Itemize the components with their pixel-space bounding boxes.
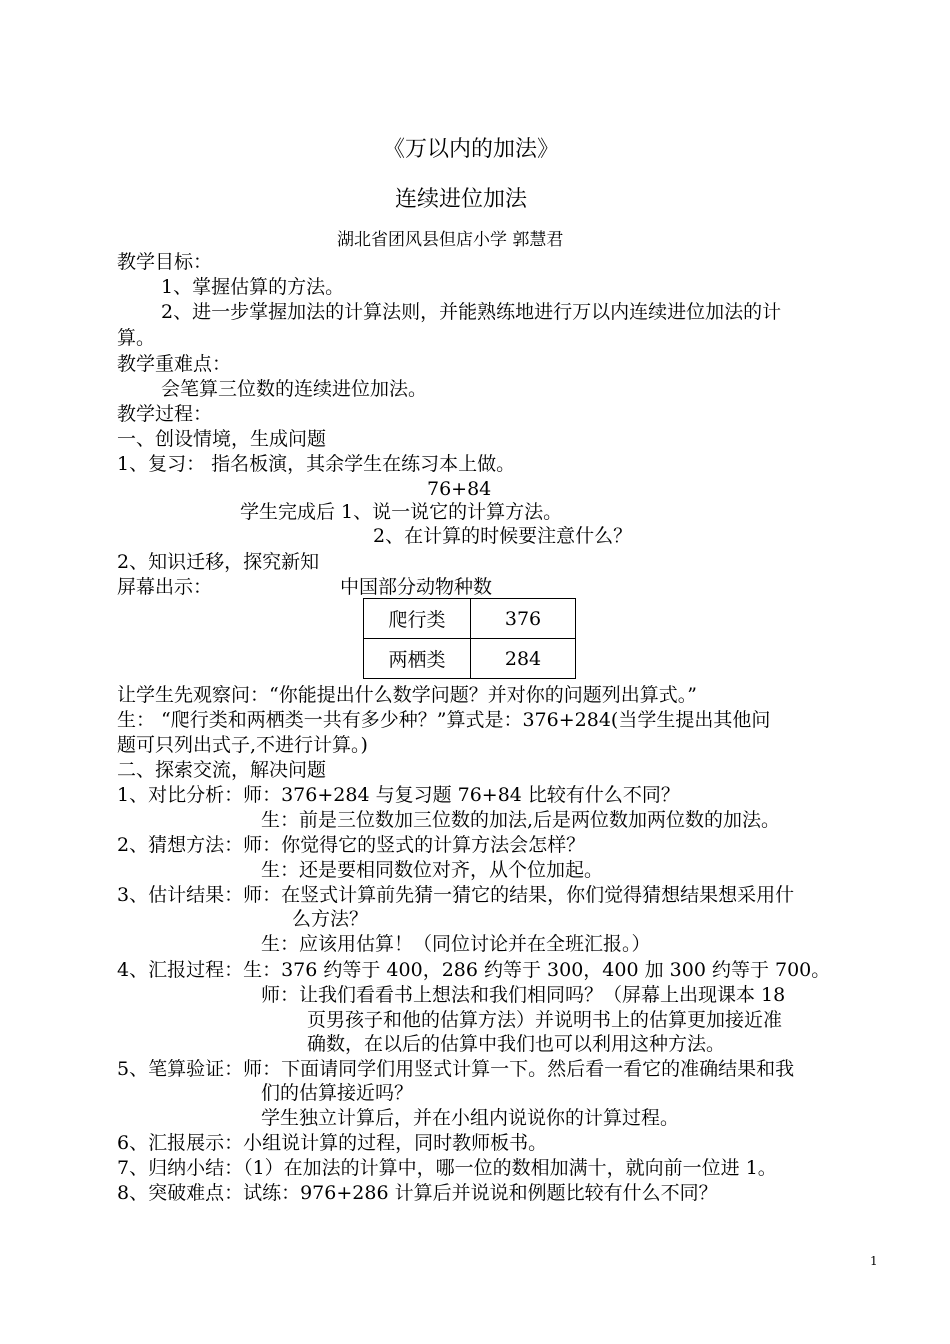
doc-subtitle: 连续进位加法	[395, 187, 528, 212]
doc-title: 《万以内的加法》	[383, 137, 560, 162]
observe-line: 让学生先观察问：“你能提出什么数学问题？并对你的问题列出算式。”	[117, 684, 697, 706]
step7: 7、归纳小结：（1）在加法的计算中，哪一位的数相加满十，就向前一位进 1。	[117, 1157, 777, 1179]
step1-student: 生：前是三位数加三位数的加法,后是两位数加两位数的加法。	[261, 809, 781, 831]
step2-student: 生：还是要相同数位对齐，从个位加起。	[261, 859, 604, 881]
step4-teacher-line-1: 师：让我们看看书上想法和我们相同吗？（屏幕上出现课本 18	[261, 984, 786, 1006]
goals-heading: 教学目标：	[117, 251, 213, 273]
animal-species-table	[363, 598, 576, 679]
student-line-2: 题可只列出式子,不进行计算。)	[117, 734, 368, 756]
step1-teacher: 1、对比分析：师：376+284 与复习题 76+84 比较有什么不同？	[117, 784, 680, 806]
step2-teacher: 2、猜想方法：师：你觉得它的竖式的计算方法会怎样？	[117, 834, 586, 856]
transfer-heading: 2、知识迁移，探究新知	[117, 551, 320, 573]
step5-teacher-line-2: 们的估算接近吗？	[261, 1082, 414, 1104]
table-row	[364, 599, 576, 639]
step4-student: 4、汇报过程：生：376 约等于 400，286 约等于 300，400 加 300 约等于 700。	[117, 959, 831, 981]
goal-2-line-2: 算。	[117, 327, 156, 349]
table-cell-value: 284	[471, 639, 576, 679]
process-heading: 教学过程：	[117, 403, 213, 425]
student-line-1: 生： “爬行类和两栖类一共有多少种？”算式是：376+284(当学生提出其他问	[117, 709, 771, 731]
step6: 6、汇报展示：小组说计算的过程，同时教师板书。	[117, 1132, 548, 1154]
step8: 8、突破难点：试练：976+286 计算后并说说和例题比较有什么不同？	[117, 1182, 718, 1204]
review-question-2: 2、在计算的时候要注意什么？	[373, 525, 633, 547]
part1-heading: 一、创设情境，生成问题	[117, 428, 327, 450]
step3-teacher-line-2: 么方法？	[292, 908, 369, 930]
key-heading: 教学重难点：	[117, 353, 232, 375]
review-question-1: 学生完成后 1、说一说它的计算方法。	[240, 501, 563, 523]
step5-teacher-line-1: 5、笔算验证：师：下面请同学们用竖式计算一下。然后看一看它的准确结果和我	[117, 1058, 795, 1080]
goal-1: 1、掌握估算的方法。	[161, 276, 345, 298]
part2-heading: 二、探索交流，解决问题	[117, 759, 327, 781]
doc-author: 湖北省团风县但店小学 郭慧君	[337, 230, 564, 250]
table-cell-name: 两栖类	[364, 639, 471, 679]
step4-teacher-line-3: 确数，在以后的估算中我们也可以利用这种方法。	[307, 1033, 726, 1055]
review-line: 1、复习： 指名板演，其余学生在练习本上做。	[117, 453, 516, 475]
page-number: 1	[870, 1254, 878, 1268]
step4-teacher-line-2: 页男孩子和他的估算方法）并说明书上的估算更加接近准	[307, 1009, 783, 1031]
review-expression: 76+84	[427, 478, 492, 500]
table-cell-name: 爬行类	[364, 599, 471, 639]
table-caption: 中国部分动物种数	[340, 576, 493, 598]
screen-label: 屏幕出示：	[117, 576, 213, 598]
goal-2-line-1: 2、进一步掌握加法的计算法则，并能熟练地进行万以内连续进位加法的计	[161, 301, 782, 323]
step5-student: 学生独立计算后，并在小组内说说你的计算过程。	[261, 1107, 680, 1129]
step3-student: 生：应该用估算！（同位讨论并在全班汇报。）	[261, 933, 651, 955]
step3-teacher-line-1: 3、估计结果：师：在竖式计算前先猜一猜它的结果，你们觉得猜想结果想采用什	[117, 884, 795, 906]
table-cell-value: 376	[471, 599, 576, 639]
key-1: 会笔算三位数的连续进位加法。	[161, 378, 428, 400]
table-row	[364, 639, 576, 679]
